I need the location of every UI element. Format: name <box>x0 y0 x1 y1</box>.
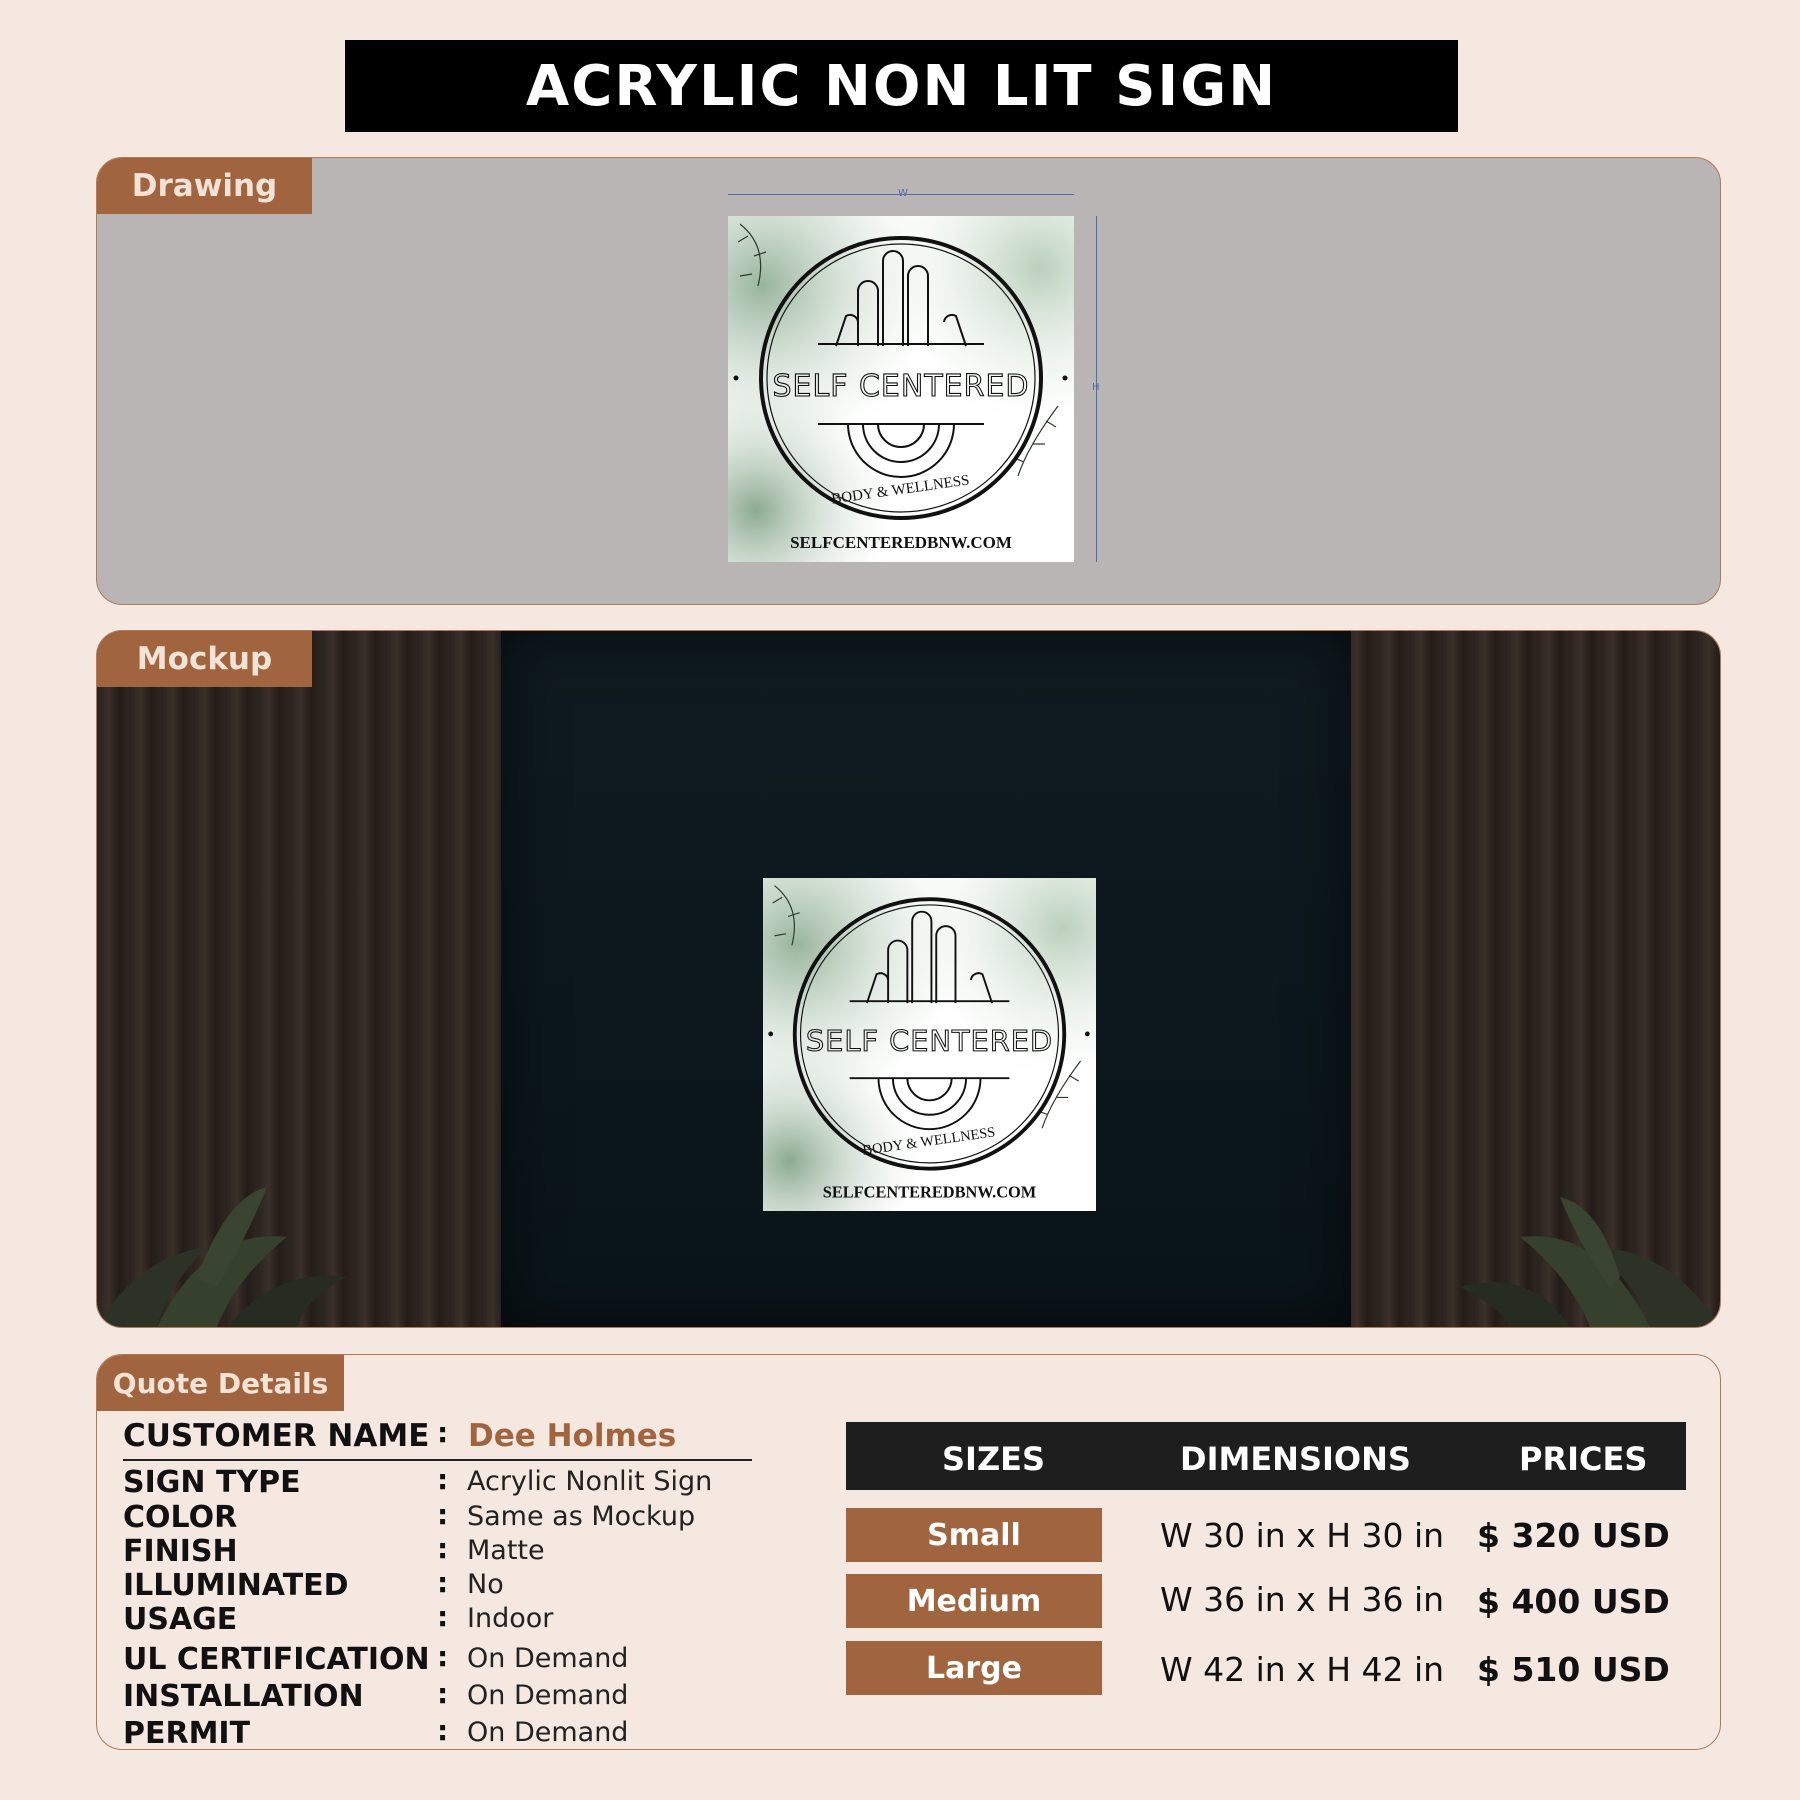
page-title: ACRYLIC NON LIT SIGN <box>525 53 1278 119</box>
width-dimension-label: W <box>898 188 908 199</box>
detail-value: No <box>467 1569 504 1600</box>
drawing-sign-artwork <box>728 216 1074 562</box>
detail-label: FINISH <box>123 1534 238 1569</box>
detail-colon: : <box>437 1463 449 1496</box>
detail-value: Acrylic Nonlit Sign <box>467 1466 713 1497</box>
customer-name-label: CUSTOMER NAME <box>123 1418 430 1454</box>
customer-divider <box>123 1459 752 1461</box>
detail-colon: : <box>437 1532 449 1565</box>
drawing-tab-label: Drawing <box>131 168 278 204</box>
quote-tab <box>97 1355 344 1411</box>
detail-value: On Demand <box>467 1680 629 1711</box>
detail-value: On Demand <box>467 1717 629 1748</box>
size-medium-badge: Medium <box>846 1574 1102 1628</box>
quote-tab-label: Quote Details <box>112 1366 329 1400</box>
header-dimensions: DIMENSIONS <box>1180 1440 1411 1478</box>
size-large-dimensions: W 42 in x H 42 in <box>1160 1650 1445 1689</box>
sizes-table-header <box>846 1422 1686 1490</box>
detail-colon: : <box>437 1600 449 1633</box>
size-large-badge: Large <box>846 1641 1102 1695</box>
sign-website-text: SELFCENTEREDBNW.COM <box>790 533 1012 552</box>
detail-colon: : <box>437 1714 449 1747</box>
detail-label: SIGN TYPE <box>123 1465 301 1500</box>
mockup-sign-brand-text: SELF CENTERED <box>805 1024 1054 1059</box>
detail-colon: : <box>437 1640 449 1673</box>
mockup-sign-tagline-text: BODY & WELLNESS <box>861 1124 997 1159</box>
mockup-sign-website-text: SELFCENTEREDBNW.COM <box>822 1182 1037 1202</box>
plant-left-icon <box>97 1167 357 1327</box>
drawing-tab <box>97 158 312 214</box>
mockup-sign-logo-graphic <box>763 878 1096 1211</box>
detail-value: Indoor <box>467 1603 554 1634</box>
size-small-dimensions: W 30 in x H 30 in <box>1160 1516 1445 1555</box>
page-title-bar <box>345 40 1458 132</box>
sign-brand-text: SELF CENTERED <box>772 369 1030 404</box>
detail-label: USAGE <box>123 1602 238 1637</box>
header-prices: PRICES <box>1519 1440 1648 1478</box>
mockup-tab-label: Mockup <box>136 641 273 677</box>
customer-name-colon: : <box>437 1416 449 1449</box>
detail-value: On Demand <box>467 1643 629 1674</box>
detail-value: Matte <box>467 1535 545 1566</box>
size-large-price: $ 510 USD <box>1477 1650 1670 1689</box>
detail-label: COLOR <box>123 1500 238 1535</box>
sign-logo-graphic <box>728 216 1074 562</box>
size-medium-price: $ 400 USD <box>1477 1582 1670 1621</box>
header-sizes: SIZES <box>942 1440 1046 1478</box>
size-small-badge: Small <box>846 1508 1102 1562</box>
height-dimension-label: H <box>1092 382 1100 393</box>
detail-value: Same as Mockup <box>467 1501 696 1532</box>
size-small-price: $ 320 USD <box>1477 1516 1670 1555</box>
detail-label: ILLUMINATED <box>123 1568 349 1603</box>
detail-colon: : <box>437 1566 449 1599</box>
detail-label: PERMIT <box>123 1716 251 1751</box>
size-medium-dimensions: W 36 in x H 36 in <box>1160 1580 1445 1619</box>
mockup-tab <box>97 631 312 687</box>
plant-right-icon <box>1420 1177 1720 1327</box>
sign-tagline-text: BODY & WELLNESS <box>830 472 971 508</box>
detail-colon: : <box>437 1677 449 1710</box>
mockup-sign-artwork <box>763 878 1096 1211</box>
detail-colon: : <box>437 1498 449 1531</box>
detail-label: UL CERTIFICATION <box>123 1642 430 1677</box>
detail-label: INSTALLATION <box>123 1679 364 1714</box>
customer-name-value: Dee Holmes <box>468 1418 677 1454</box>
